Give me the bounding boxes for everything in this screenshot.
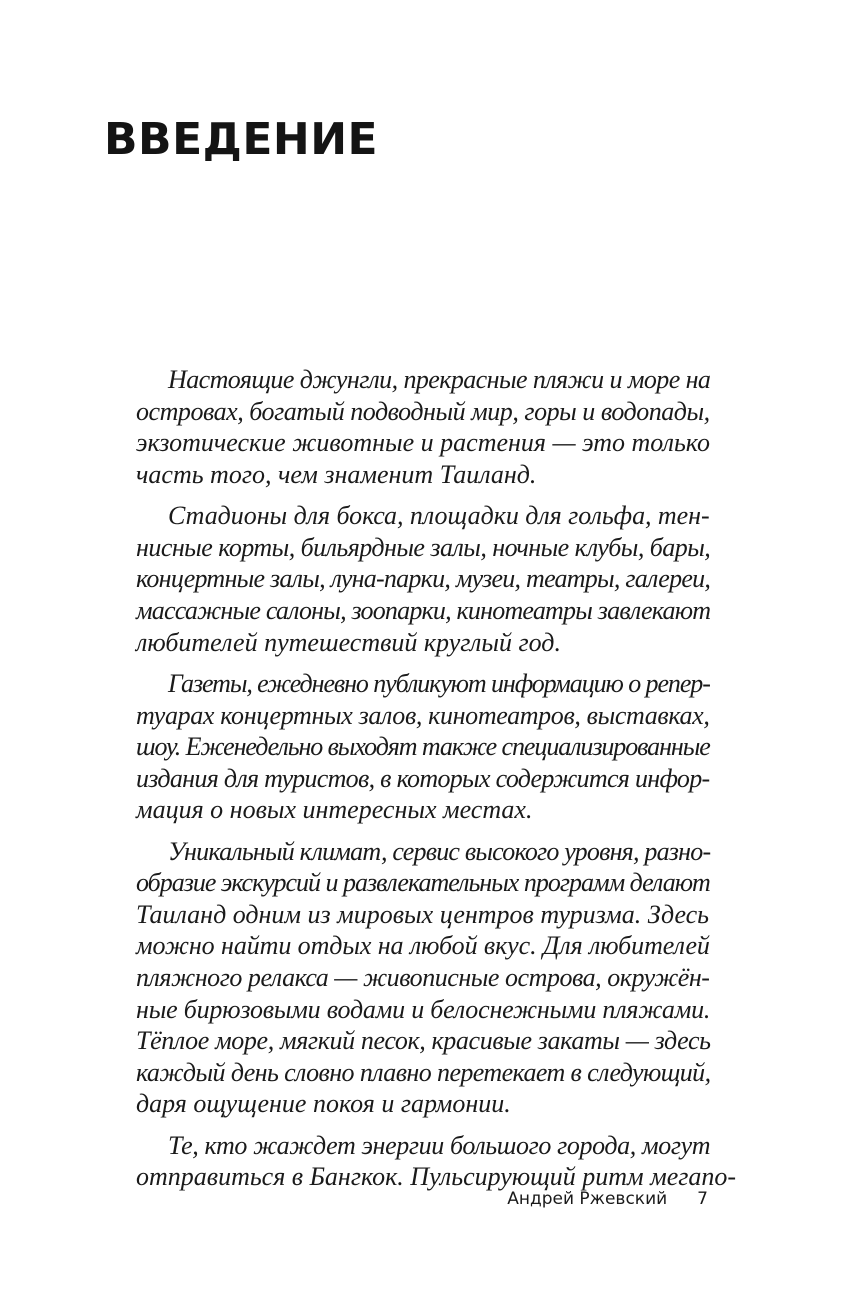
text-line: нисные корты, бильярдные залы, ночные клубы, бары, (136, 532, 711, 562)
text-line: часть того, чем знаменит Таиланд. (136, 459, 537, 489)
text-line: даря ощущение покоя и гармонии. (136, 1089, 511, 1119)
text-line: экзотические животные и растения — это только (136, 428, 710, 458)
footer-author: Андрей Ржевский (507, 1189, 668, 1209)
paragraph-5 (104, 1130, 737, 1193)
text-line: любителей путешествий круглый год. (136, 627, 561, 657)
text-line: туарах концертных залов, кинотеатров, выставках, (136, 700, 710, 730)
body-text (104, 364, 737, 1193)
text-line: образие экскурсий и развлекательных программ делают (136, 868, 710, 898)
text-line: Стадионы для бокса, площадки для гольфа, тен- (168, 501, 710, 531)
text-line: пляжного релакса — живописные острова, окружён- (136, 963, 710, 993)
paragraph-1 (104, 364, 710, 490)
text-line: шоу. Еженедельно выходят также специализированные (136, 732, 710, 762)
text-line: Газеты, ежедневно публикуют информацию о репер- (168, 668, 710, 698)
text-line: островах, богатый подводный мир, горы и водопады, (136, 396, 710, 426)
paragraph-3 (104, 668, 710, 826)
text-line: Тёплое море, мягкий песок, красивые закаты — здесь (136, 1026, 711, 1056)
text-line: можно найти отдых на любой вкус. Для любителей (136, 931, 710, 961)
page-number: 7 (697, 1189, 708, 1209)
text-line: Те, кто жаждет энергии большого города, могут (168, 1130, 711, 1160)
text-line: отправиться в Бангкок. Пульсирующий ритм мегапо- (136, 1162, 737, 1192)
text-line: ные бирюзовыми водами и белоснежными пляжами. (136, 994, 711, 1024)
paragraph-2 (104, 500, 710, 658)
text-line: каждый день словно плавно перетекает в следующий, (136, 1057, 711, 1087)
text-line: Настоящие джунгли, прекрасные пляжи и море на (168, 365, 711, 394)
paragraph-4 (104, 836, 710, 1120)
text-line: Таиланд одним из мировых центров туризма. Здесь (136, 899, 710, 929)
page-footer (507, 1188, 708, 1210)
text-line: массажные салоны, зоопарки, кинотеатры завлекают (136, 595, 711, 625)
chapter-title: ВВЕДЕНИЕ (104, 114, 379, 165)
text-line: издания для туристов, в которых содержится инфор- (136, 763, 710, 793)
text-line: Уникальный климат, сервис высокого уровня, разно- (168, 836, 711, 866)
text-line: концертные залы, луна-парки, музеи, театры, галереи, (136, 564, 711, 594)
text-line: мация о новых интересных местах. (136, 795, 533, 825)
